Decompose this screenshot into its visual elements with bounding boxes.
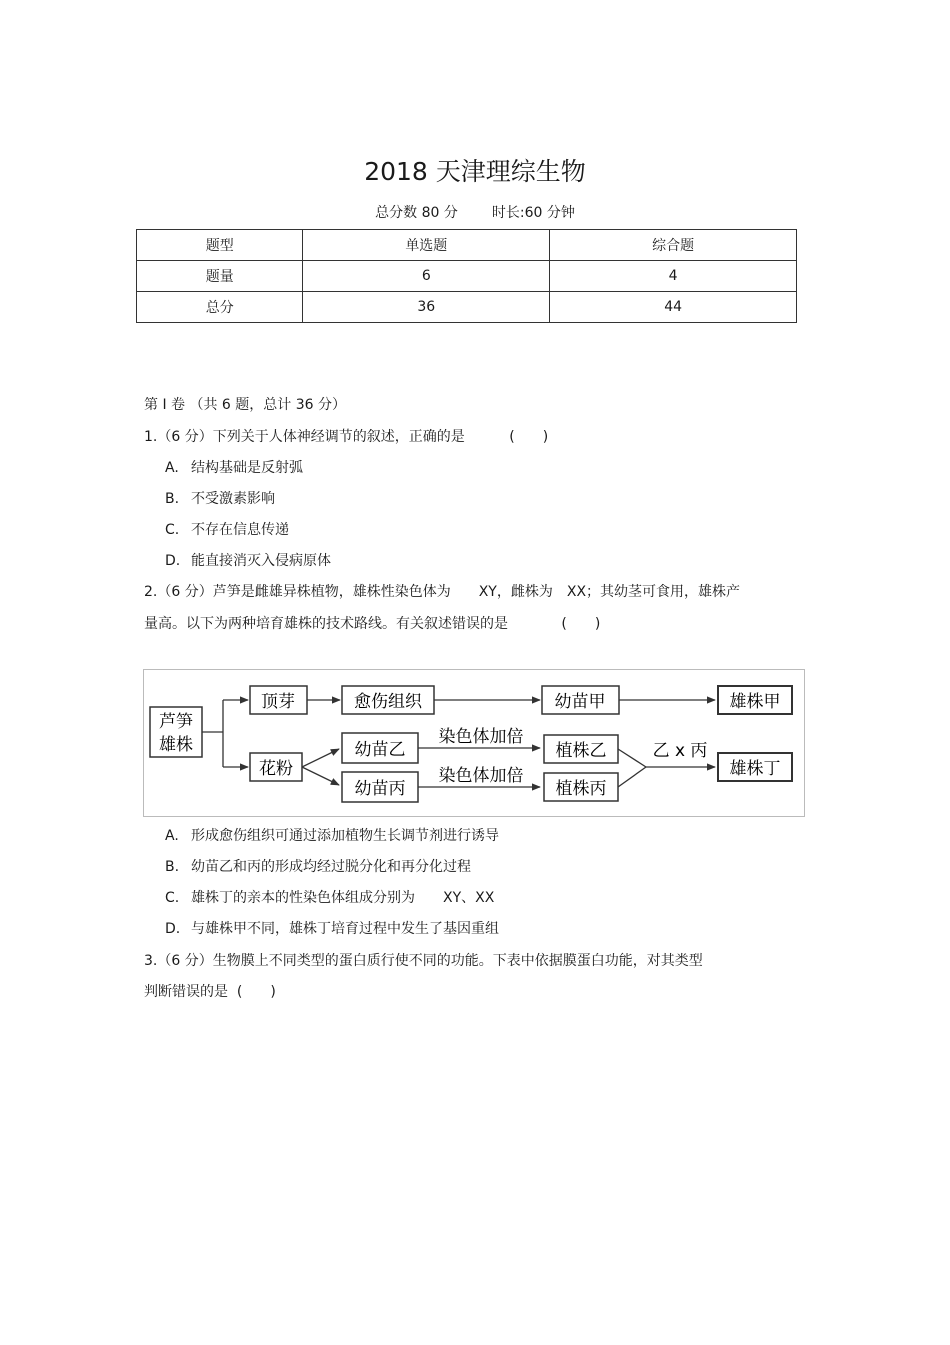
node-source-label-1: 芦笋 [159, 712, 193, 732]
table-cell: 综合题 [550, 230, 797, 261]
exam-info [0, 202, 950, 222]
summary-table [136, 229, 797, 323]
arrow [302, 767, 339, 785]
duration: 时长:60 分钟 [491, 205, 575, 221]
table-cell: 4 [550, 261, 797, 292]
node-bud-label: 顶芽 [261, 692, 295, 712]
option-b: B. 不受激素影响 [165, 491, 275, 507]
node-source-label-2: 雄株 [159, 735, 193, 755]
question-2-stem-line1: 2.（6 分）芦笋是雌雄异株植物，雄株性染色体为 XY，雌株为 XX；其幼茎可食用，雄株产 [144, 584, 741, 600]
question-3-stem-line2: 判断错误的是 ( ) [144, 984, 276, 1000]
node-pollen-label: 花粉 [259, 759, 293, 779]
question-1-stem: 1.（6 分）下列关于人体神经调节的叙述，正确的是 ( ) [144, 429, 549, 445]
question-3-stem-line1: 3.（6 分）生物膜上不同类型的蛋白质行使不同的功能。下表中依据膜蛋白功能，对其类型 [144, 953, 703, 969]
doubling-label: 染色体加倍 [438, 766, 524, 786]
table-row [137, 261, 797, 292]
option-b: B. 幼苗乙和丙的形成均经过脱分化和再分化过程 [165, 859, 471, 875]
table-cell: 44 [550, 292, 797, 323]
option-a: A. 形成愈伤组织可通过添加植物生长调节剂进行诱导 [165, 828, 499, 844]
table-cell: 总分 [137, 292, 303, 323]
arrow [302, 749, 339, 767]
option-a: A. 结构基础是反射弧 [165, 460, 303, 476]
cross-label: 乙 x 丙 [652, 741, 708, 761]
node-seedling-a-label: 幼苗甲 [554, 692, 606, 712]
table-row [137, 292, 797, 323]
branch-line [618, 767, 646, 787]
option-c: C. 不存在信息传递 [165, 522, 289, 538]
node-seedling-b-label: 幼苗乙 [354, 740, 406, 760]
node-male-a-label: 雄株甲 [729, 692, 781, 712]
table-cell: 题量 [137, 261, 303, 292]
branch-line [618, 749, 646, 767]
section-header: 第 I 卷 （共 6 题，总计 36 分） [144, 397, 347, 413]
total-score: 总分数 80 分 [375, 205, 458, 221]
question-2-stem-line2: 量高。以下为两种培育雄株的技术路线。有关叙述错误的是 ( ) [144, 616, 601, 632]
table-cell: 题型 [137, 230, 303, 261]
option-d: D. 能直接消灭入侵病原体 [165, 553, 331, 569]
node-male-d-label: 雄株丁 [729, 759, 781, 779]
option-d: D. 与雄株甲不同，雄株丁培育过程中发生了基因重组 [165, 921, 499, 937]
node-seedling-c-label: 幼苗丙 [354, 779, 406, 799]
page-title: 2018 天津理综生物 [364, 157, 586, 186]
breeding-route-diagram [143, 669, 805, 817]
doubling-label: 染色体加倍 [438, 727, 524, 747]
table-cell: 36 [303, 292, 550, 323]
option-c: C. 雄株丁的亲本的性染色体组成分别为 XY、XX [165, 890, 495, 906]
table-cell: 单选题 [303, 230, 550, 261]
answer-paren: ( ) [236, 984, 276, 1000]
node-callus-label: 愈伤组织 [354, 692, 422, 712]
table-cell: 6 [303, 261, 550, 292]
table-row [137, 230, 797, 261]
node-plant-b-label: 植株乙 [555, 741, 607, 761]
answer-paren: ( ) [509, 429, 549, 445]
node-plant-c-label: 植株丙 [555, 779, 607, 799]
answer-paren: ( ) [561, 616, 601, 632]
